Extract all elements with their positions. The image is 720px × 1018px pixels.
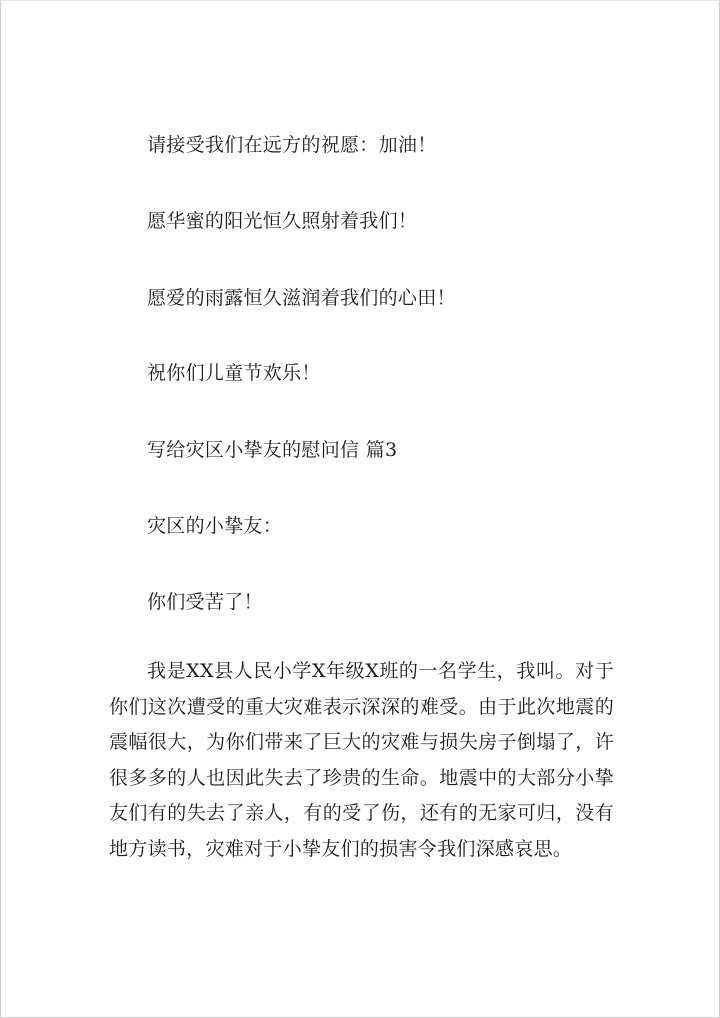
- wish-line-sunshine: 愿华蜜的阳光恒久照射着我们！: [147, 210, 418, 232]
- section-heading: 写给灾区小挚友的慰问信 篇3: [147, 439, 398, 461]
- wish-line-rain: 愿爱的雨露恒久滋润着我们的心田！: [147, 287, 456, 309]
- body-paragraph: 我是XX县人民小学X年级X班的一名学生，我叫。对于你们这次遭受的重大灾难表示深深的难受。由于此次地震的震幅很大，为你们带来了巨大的灾难与损失房子倒塌了，许很多多的人也因此失去了珍贵的生命。地震中的大部分小挚友们有的失去了亲人，有的受了伤，还有的无家可归，没有地方读书，灾难对于小挚友们的损害令我们深感哀思。: [109, 660, 614, 860]
- wish-line-childrens-day: 祝你们儿童节欢乐！: [147, 362, 321, 384]
- greeting-line: 你们受苦了！: [147, 591, 263, 613]
- salutation: 灾区的小挚友：: [147, 515, 283, 537]
- wish-line-cheer: 请接受我们在远方的祝愿：加油！: [147, 134, 437, 156]
